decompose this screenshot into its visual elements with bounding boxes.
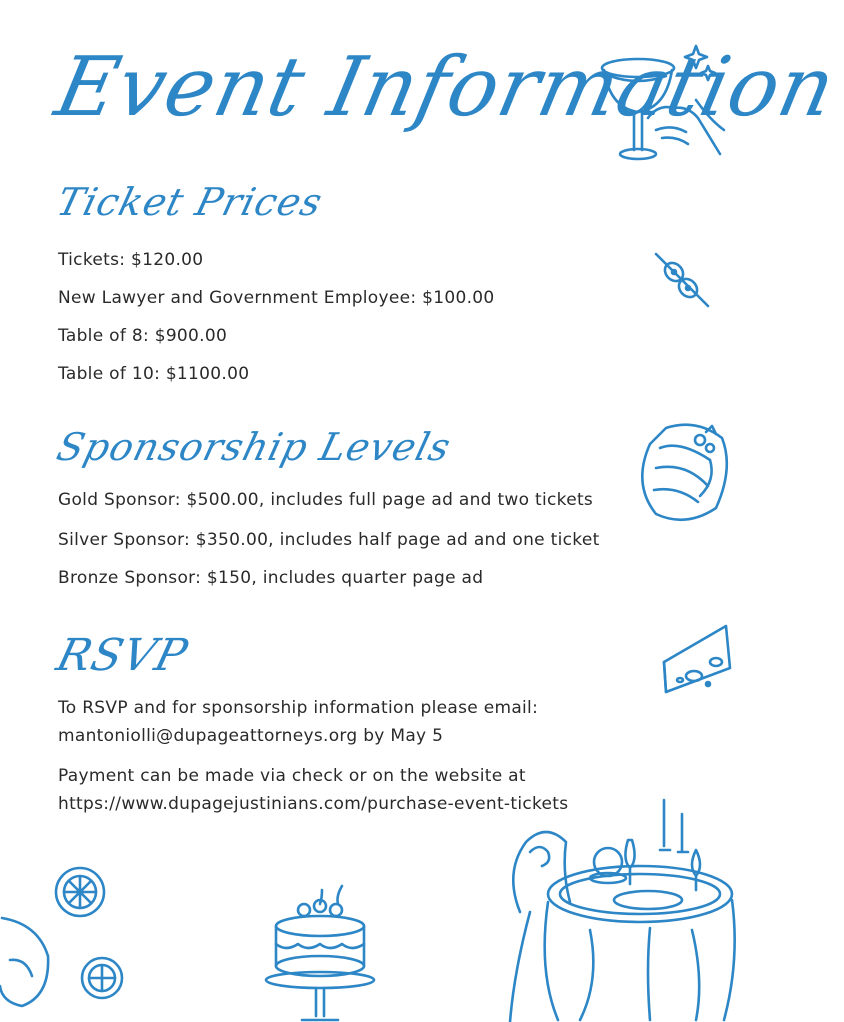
ticket-price-line: New Lawyer and Government Employee: $100.00 xyxy=(58,288,495,308)
cheese-wedge-icon xyxy=(660,618,730,718)
sponsor-level-line: Gold Sponsor: $500.00, includes full page ad and two tickets xyxy=(58,490,594,510)
dinner-table-icon xyxy=(500,792,730,1022)
ticket-prices-heading: Ticket Prices xyxy=(52,180,328,224)
rsvp-heading: RSVP xyxy=(51,630,194,681)
payment-text: Payment can be made via check or on the website at xyxy=(58,766,526,786)
ticket-price-line: Tickets: $120.00 xyxy=(58,250,204,270)
olive-skewer-icon xyxy=(652,250,712,310)
payment-url-link[interactable]: https://www.dupagejustinians.com/purchase-event-tickets xyxy=(58,794,569,814)
citrus-icon xyxy=(0,860,140,1020)
rsvp-text: To RSVP and for sponsorship information please email: xyxy=(58,698,539,718)
champagne-toast-icon xyxy=(596,38,726,188)
sponsorship-heading: Sponsorship Levels xyxy=(52,425,456,469)
ticket-price-line: Table of 10: $1100.00 xyxy=(58,364,250,384)
sponsor-level-line: Silver Sponsor: $350.00, includes half page ad and one ticket xyxy=(58,530,600,550)
page-title: Event Information xyxy=(47,40,844,135)
sponsor-level-line: Bronze Sponsor: $150, includes quarter page ad xyxy=(58,568,484,588)
ticket-price-line: Table of 8: $900.00 xyxy=(58,326,228,346)
fish-platter-icon xyxy=(636,418,730,526)
cake-icon xyxy=(262,884,382,1022)
rsvp-email[interactable]: mantoniolli@dupageattorneys.org by May 5 xyxy=(58,726,444,746)
